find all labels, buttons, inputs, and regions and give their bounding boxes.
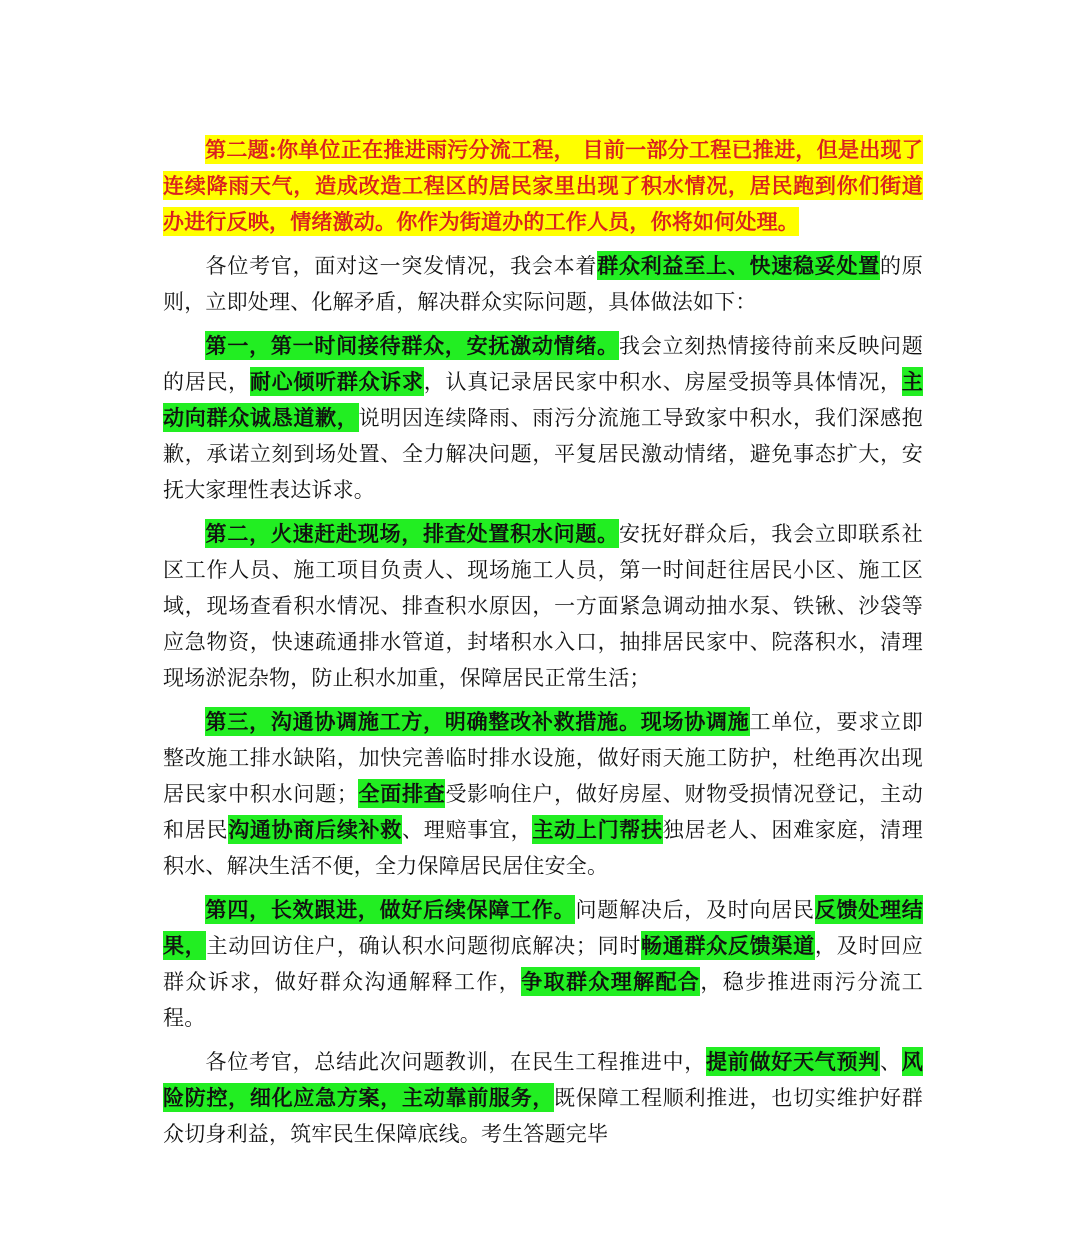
text-segment: 、理赔事宜， — [402, 818, 533, 842]
text-segment: 工单位，要求立即整改施工排水缺陷，加快完善临时排水设施，做好雨天施工防护，杜绝再次出现居民家中积水问题； — [163, 710, 924, 806]
text-segment: ，认真记录居民家中积水、房屋受损等具体情况， — [423, 370, 902, 394]
highlight-segment: 耐心倾听群众诉求 — [249, 369, 424, 394]
step-three-paragraph — [163, 704, 923, 884]
highlight-segment: 沟通协商后续补救 — [228, 817, 403, 842]
document-body — [163, 132, 923, 1152]
question-text: 第二题:你单位正在推进雨污分流工程， 目前一部分工程已推进，但是出现了连续降雨天气，造成改造工程区的居民家里出现了积水情况，居民跑到你们街道办进行反映，情绪激动。你作为街道办的工作人员，你将如何处理。 — [163, 137, 923, 234]
highlight-segment: 提前做好天气预判 — [705, 1049, 881, 1074]
highlight-segment: 第四，长效跟进，做好后续保障工作。 — [205, 897, 576, 922]
highlight-segment: 反馈处理结果， — [163, 897, 924, 958]
highlight-segment: 风险防控，细化应急方案，主动靠前服务， — [163, 1049, 923, 1110]
highlight-segment: 全面排查 — [358, 781, 446, 806]
text-segment: 各位考官，总结此次问题教训，在民生工程推进中， — [205, 1050, 706, 1074]
text-segment: ，稳步推进雨污分流工程。 — [163, 970, 923, 1030]
text-segment: 问题解决后，及时向居民 — [575, 898, 815, 922]
text-segment: ，及时回应群众诉求，做好群众沟通解释工作， — [163, 934, 924, 994]
question-paragraph — [163, 132, 923, 240]
highlight-segment: 第一，第一时间接待群众，安抚激动情绪。 — [205, 333, 619, 358]
text-segment: 受影响住户，做好房屋、财物受损情况登记，主动和居民 — [163, 782, 923, 842]
highlight-segment: 群众利益至上、快速稳妥处置 — [597, 253, 881, 278]
text-segment: 各位考官，面对这一突发情况，我会本着 — [205, 254, 598, 278]
highlight-segment: 第三，沟通协调施工方，明确整改补救措施。现场协调施 — [205, 709, 750, 734]
text-segment: 安抚好群众后，我会立即联系社区工作人员、施工项目负责人、现场施工人员，第一时间赶往居民小区、施工区域，现场查看积水情况、排查积水原因，一方面紧急调动抽水泵、铁锹、沙袋等应急物资，快速疏通排水管道，封堵积水入口，抽排居民家中、院落积水，清理现场淤泥杂物，防止积水加重，保障居民正常生活； — [163, 522, 923, 690]
text-segment: 的原则，立即处理、化解矛盾，解决群众实际问题，具体做法如下： — [163, 254, 923, 314]
step-four-paragraph — [163, 892, 923, 1036]
closing-paragraph — [163, 1044, 923, 1152]
step-one-paragraph — [163, 328, 923, 508]
opening-paragraph — [163, 248, 923, 320]
text-segment: 独居老人、困难家庭，清理积水、解决生活不便，全力保障居民居住安全。 — [163, 818, 923, 878]
text-segment: 我会立刻热情接待前来反映问题的居民， — [163, 334, 923, 394]
highlight-segment: 畅通群众反馈渠道 — [641, 933, 815, 958]
highlight-segment: 主动向群众诚恳道歉， — [163, 369, 923, 430]
text-segment: 说明因连续降雨、雨污分流施工导致家中积水，我们深感抱歉，承诺立刻到场处置、全力解决问题，平复居民激动情绪，避免事态扩大，安抚大家理性表达诉求。 — [163, 406, 923, 502]
text-segment: 、 — [880, 1050, 902, 1074]
text-segment: 主动回访住户，确认积水问题彻底解决；同时 — [206, 934, 642, 958]
highlight-segment: 争取群众理解配合 — [521, 969, 701, 994]
highlight-segment: 主动上门帮扶 — [532, 817, 663, 842]
text-segment: 既保障工程顺利推进，也切实维护好群众切身利益，筑牢民生保障底线。考生答题完毕 — [163, 1086, 923, 1146]
step-two-paragraph — [163, 516, 923, 696]
highlight-segment: 第二，火速赶赴现场，排查处置积水问题。 — [205, 521, 619, 546]
